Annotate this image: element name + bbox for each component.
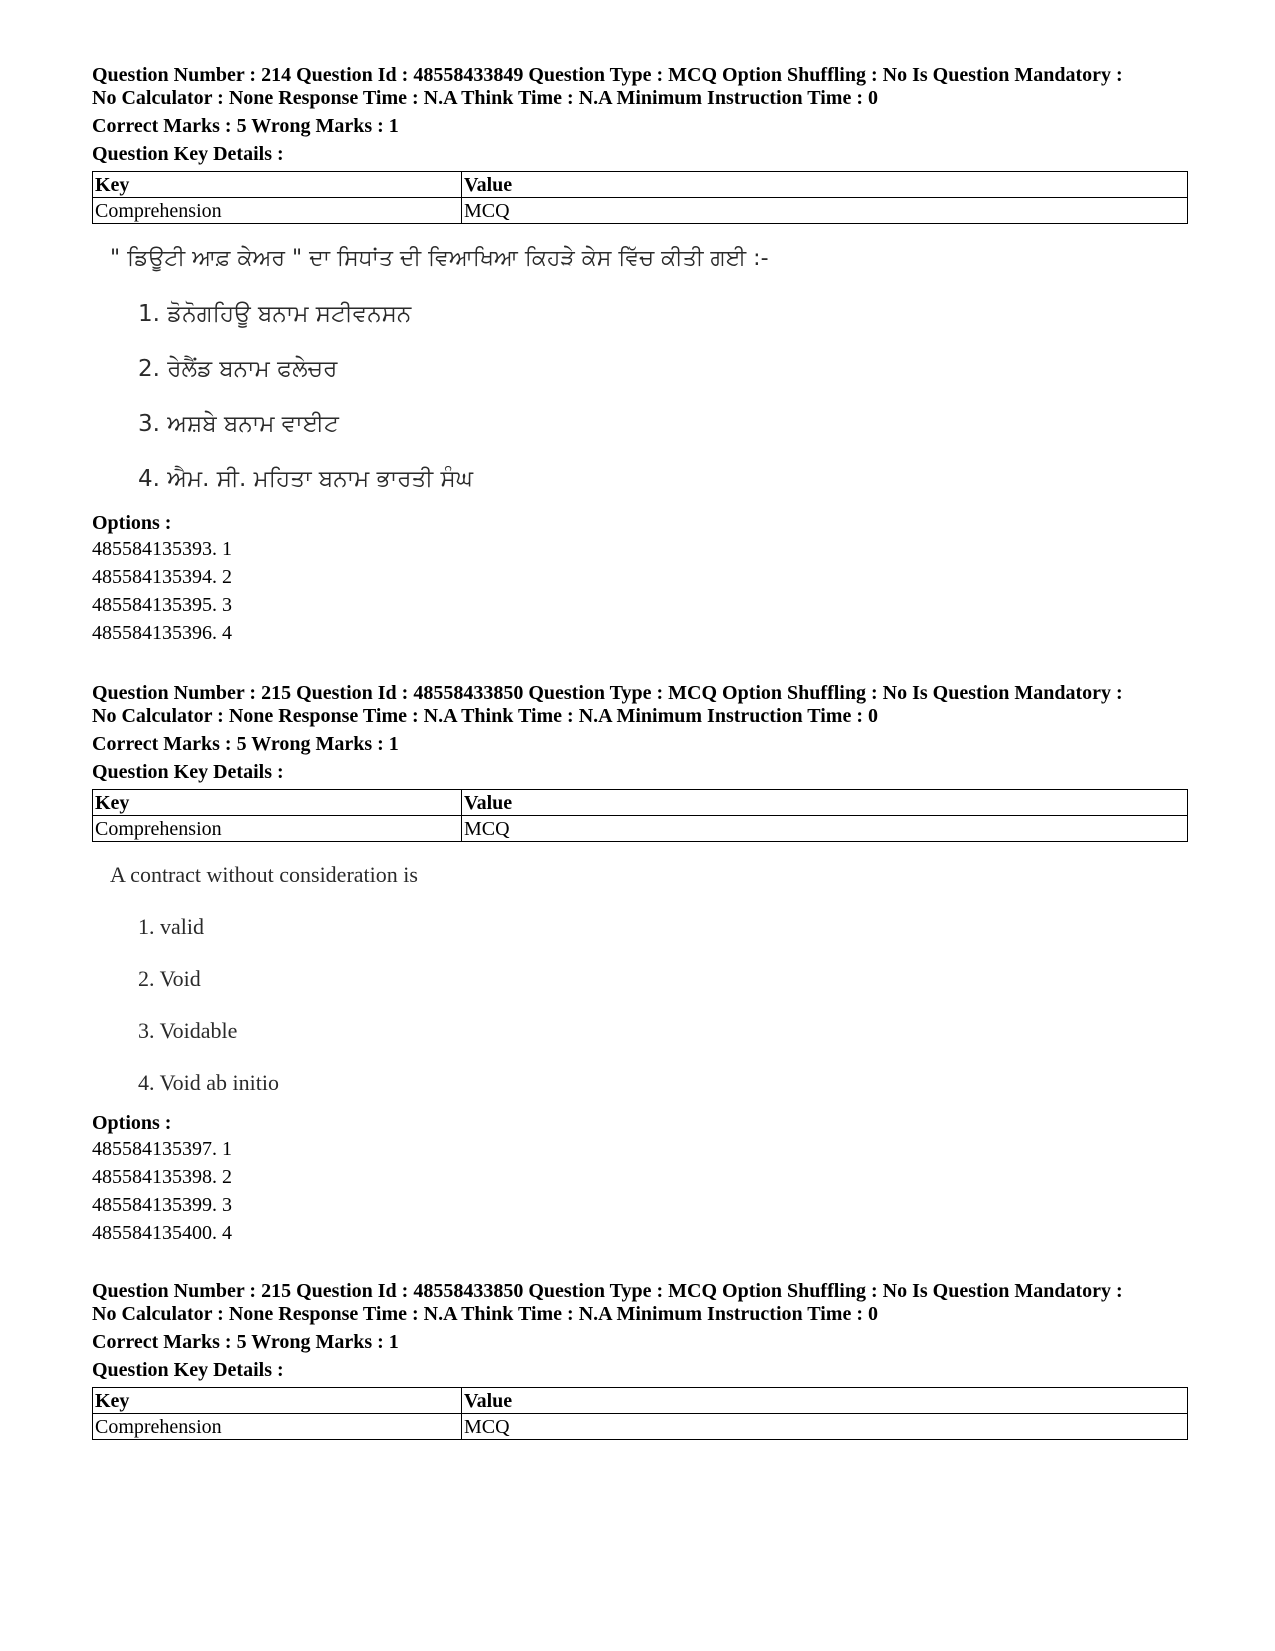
table-cell-key: Comprehension — [93, 1414, 462, 1440]
key-details-table — [92, 789, 1188, 842]
table-header-row — [93, 1388, 1188, 1414]
key-details-label: Question Key Details : — [92, 761, 284, 783]
choice-item: 3. Voidable — [138, 1018, 238, 1043]
question-header-line2: No Calculator : None Response Time : N.A Think Time : N.A Minimum Instruction Time : 0 — [92, 1303, 878, 1325]
table-header-row — [93, 790, 1188, 816]
question-marks: Correct Marks : 5 Wrong Marks : 1 — [92, 115, 399, 137]
question-block-215-repeat — [92, 1280, 1192, 1440]
table-header-key: Key — [93, 172, 462, 198]
question-image — [92, 860, 1192, 1098]
table-header-value: Value — [462, 172, 1188, 198]
question-stem: A contract without consideration is — [110, 862, 418, 887]
table-row — [93, 198, 1188, 224]
question-marks: Correct Marks : 5 Wrong Marks : 1 — [92, 733, 399, 755]
question-image — [92, 244, 1192, 494]
question-header-line2: No Calculator : None Response Time : N.A Think Time : N.A Minimum Instruction Time : 0 — [92, 87, 878, 109]
table-cell-key: Comprehension — [93, 198, 462, 224]
question-header-line1: Question Number : 214 Question Id : 48558433849 Question Type : MCQ Option Shuffling : No Is Question Mandatory : — [92, 64, 1123, 86]
key-details-table — [92, 171, 1188, 224]
question-header-line1: Question Number : 215 Question Id : 48558433850 Question Type : MCQ Option Shuffling : No Is Question Mandatory : — [92, 682, 1123, 704]
table-header-key: Key — [93, 1388, 462, 1414]
choice-item: 4. Void ab initio — [138, 1070, 279, 1095]
table-header-key: Key — [93, 790, 462, 816]
table-header-row — [93, 172, 1188, 198]
table-row — [93, 1414, 1188, 1440]
key-details-label: Question Key Details : — [92, 1359, 284, 1381]
choice-item: 1. ਡੋਨੋਗਹਿਊ ਬਨਾਮ ਸਟੀਵਨਸਨ — [138, 301, 412, 327]
option-item: 485584135395. 3 — [92, 594, 232, 616]
choice-item: 2. Void — [138, 966, 201, 991]
key-details-label: Question Key Details : — [92, 143, 284, 165]
option-item: 485584135400. 4 — [92, 1222, 232, 1244]
question-block-215 — [92, 682, 1192, 1247]
choice-item: 4. ਐਮ. ਸੀ. ਮਹਿਤਾ ਬਨਾਮ ਭਾਰਤੀ ਸੰਘ — [138, 466, 473, 492]
table-row — [93, 816, 1188, 842]
table-header-value: Value — [462, 1388, 1188, 1414]
table-cell-value: MCQ — [462, 1414, 1188, 1440]
option-item: 485584135394. 2 — [92, 566, 232, 588]
question-marks: Correct Marks : 5 Wrong Marks : 1 — [92, 1331, 399, 1353]
choice-item: 1. valid — [138, 914, 204, 939]
question-block-214 — [92, 64, 1192, 647]
table-header-value: Value — [462, 790, 1188, 816]
question-header-line2: No Calculator : None Response Time : N.A Think Time : N.A Minimum Instruction Time : 0 — [92, 705, 878, 727]
table-cell-key: Comprehension — [93, 816, 462, 842]
choice-item: 3. ਅਸ਼ਬੇ ਬਨਾਮ ਵਾਈਟ — [138, 411, 339, 437]
key-details-table — [92, 1387, 1188, 1440]
choice-item: 2. ਰੇਲੈਂਡ ਬਨਾਮ ਫਲੇਚਰ — [138, 356, 338, 382]
question-header-line1: Question Number : 215 Question Id : 48558433850 Question Type : MCQ Option Shuffling : No Is Question Mandatory : — [92, 1280, 1123, 1302]
options-label: Options : — [92, 512, 172, 534]
options-label: Options : — [92, 1112, 172, 1134]
option-item: 485584135396. 4 — [92, 622, 232, 644]
option-item: 485584135397. 1 — [92, 1138, 232, 1160]
question-stem: " ਡਿਊਟੀ ਆਫ਼ ਕੇਅਰ " ਦਾ ਸਿਧਾਂਤ ਦੀ ਵਿਆਖਿਆ ਕਿਹੜੇ ਕੇਸ ਵਿੱਚ ਕੀਤੀ ਗਈ :- — [110, 246, 769, 271]
option-item: 485584135393. 1 — [92, 538, 232, 560]
option-item: 485584135398. 2 — [92, 1166, 232, 1188]
table-cell-value: MCQ — [462, 198, 1188, 224]
table-cell-value: MCQ — [462, 816, 1188, 842]
option-item: 485584135399. 3 — [92, 1194, 232, 1216]
